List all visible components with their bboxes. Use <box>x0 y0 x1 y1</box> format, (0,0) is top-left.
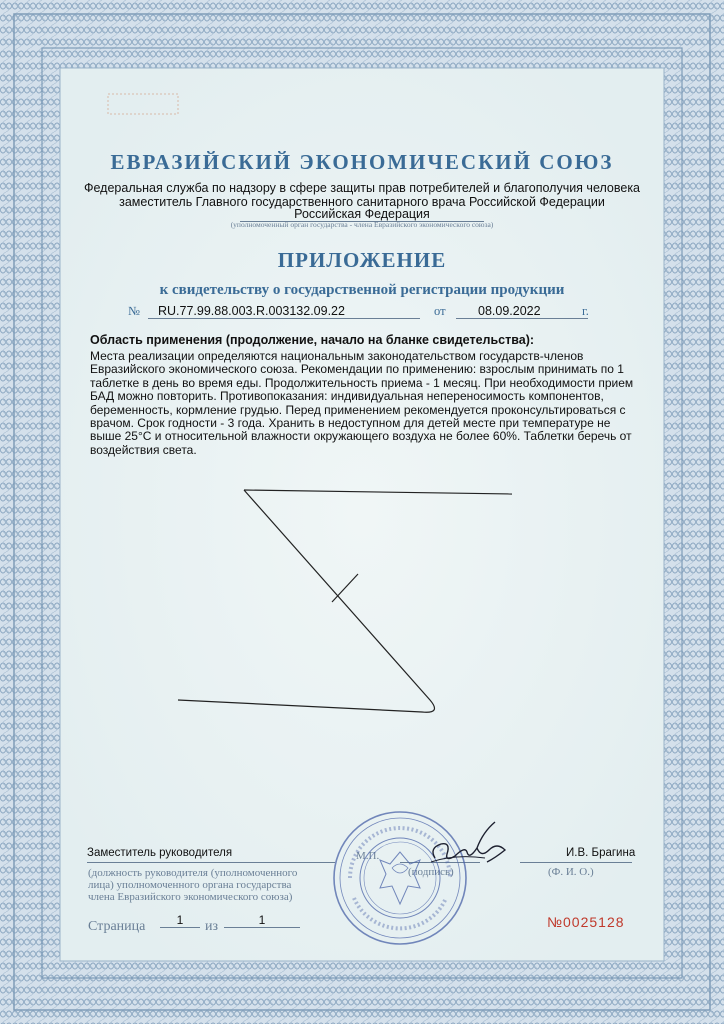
page-label: Страница <box>88 919 146 934</box>
reg-year-suffix: г. <box>582 304 589 318</box>
position-caption-line: члена Евразийского экономического союза) <box>88 891 293 903</box>
reg-number: RU.77.99.88.003.R.003132.09.22 <box>148 304 420 319</box>
position-caption-line: (должность руководителя (уполномоченного <box>88 867 298 879</box>
name-underline <box>520 862 632 863</box>
union-title: ЕВРАЗИЙСКИЙ ЭКОНОМИЧЕСКИЙ СОЮЗ <box>110 150 614 174</box>
scope-line: БАД можно повторить. Противопоказания: индивидуальная непереносимость компонентов, <box>90 389 604 404</box>
position-caption <box>88 867 297 903</box>
scope-heading: Область применения (продолжение, начало на бланке свидетельства): <box>90 333 535 347</box>
signature-caption: (подпись) <box>408 866 454 878</box>
org-caption: (уполномоченный орган государства - члена Евразийского экономического союза) <box>230 220 494 229</box>
signatory-name: И.В. Брагина <box>566 847 636 859</box>
signatory-position: Заместитель руководителя <box>87 847 233 859</box>
mp-label: М.П. <box>356 850 380 862</box>
appendix-subtitle: к свидетельству о государственной регистрации продукции <box>159 282 565 298</box>
scope-line: врачом. Срок годности - 3 года. Хранить в недоступном для детей месте при температуре не <box>90 416 611 431</box>
position-caption-line: лица) уполномоченного органа государства <box>88 879 292 891</box>
scope-line: Места реализации определяются национальным законодательством государств-членов <box>90 349 584 363</box>
scope-text <box>90 350 642 457</box>
scope-line: Евразийского экономического союза. Рекомендации по применению: взрослым принимать по 1 <box>90 362 624 377</box>
appendix-title: ПРИЛОЖЕНИЕ <box>277 248 447 272</box>
org-line-2: заместитель Главного государственного санитарного врача Российской Федерации <box>119 195 605 209</box>
scope-line: воздействия света. <box>90 442 197 457</box>
reg-date-label: от <box>434 304 446 318</box>
scope-line: таблетке в день во время еды. Продолжительность приема - 1 месяц. При необходимости прием <box>90 375 634 390</box>
scope-line: выше 25°С и относительной влажности окружающего воздуха не более 60%. Таблетки беречь от <box>90 429 632 444</box>
handwritten-signature <box>425 818 515 878</box>
page-of-label: из <box>205 919 219 934</box>
page-total: 1 <box>224 913 300 928</box>
org-line-1: Федеральная служба по надзору в сфере защиты прав потребителей и благополучия человека <box>83 181 641 195</box>
position-underline <box>87 862 335 863</box>
page-current: 1 <box>160 913 200 928</box>
scope-line: беременность, кормление грудью. Перед применением рекомендуется проконсультироваться с <box>90 402 626 417</box>
form-serial-number: №0025128 <box>547 914 625 930</box>
name-caption: (Ф. И. О.) <box>548 866 594 878</box>
reg-number-label: № <box>128 304 140 318</box>
reg-date: 08.09.2022 <box>456 304 588 319</box>
blank-space-z-mark <box>160 478 540 728</box>
org-line-3: Российская Федерация <box>240 207 484 222</box>
